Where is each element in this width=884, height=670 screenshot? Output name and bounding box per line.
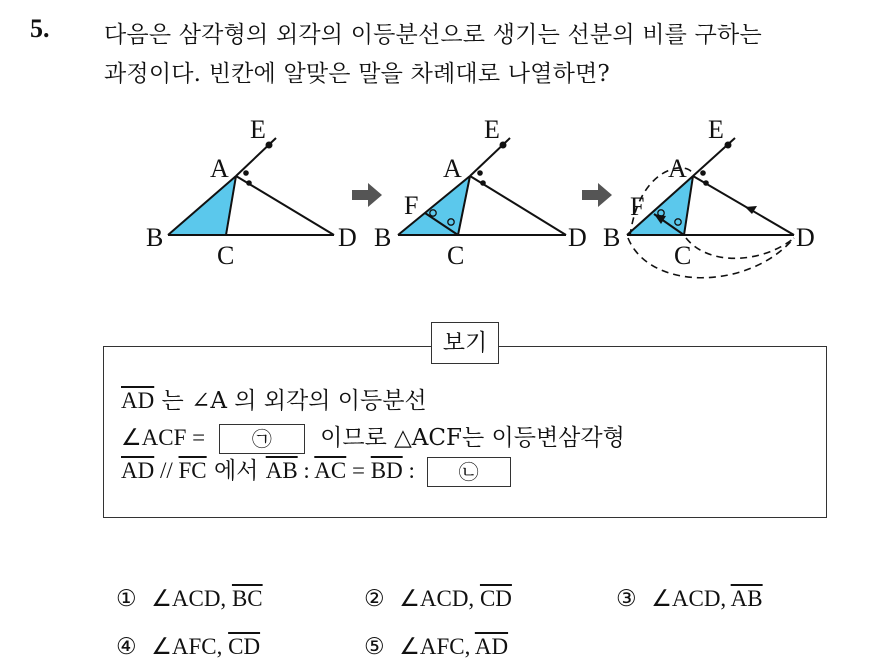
bogi-line-1	[121, 382, 427, 415]
label-a: A	[210, 154, 229, 183]
choice-angle: ∠AFC,	[151, 634, 229, 659]
choice-number: ①	[116, 586, 137, 612]
blank-2: ㉡	[427, 457, 511, 487]
bogi-text: 에서	[206, 458, 266, 484]
segment-ac: $\overline{AC}$	[314, 458, 347, 483]
choice-segment: $\overline{AD}$	[474, 634, 509, 659]
choice-angle: ∠ACD,	[399, 586, 480, 611]
question-text-line1: 다음은 삼각형의 외각의 이등분선으로 생기는 선분의 비를 구하는	[104, 22, 762, 48]
arrow-right-icon	[352, 183, 382, 207]
choice-angle: ∠ACD,	[651, 586, 731, 611]
question-number: 5.	[30, 14, 50, 43]
label-a: A	[443, 154, 462, 183]
segment-ab: $\overline{AB}$	[265, 458, 298, 483]
arrow-right-icon	[582, 183, 612, 207]
segment-bd: $\overline{BD}$	[370, 458, 403, 483]
question-text-line2: 과정이다. 빈칸에 알맞은 말을 차례대로 나열하면?	[104, 61, 610, 87]
label-d: D	[796, 223, 815, 252]
label-a: A	[668, 154, 687, 183]
label-d: D	[338, 223, 357, 252]
ratio-symbol: :	[297, 458, 315, 483]
bogi-text: 는 ∠A 의 외각의 이등분선	[154, 388, 427, 414]
choice-2[interactable]	[364, 586, 512, 612]
choice-angle: ∠AFC,	[399, 634, 475, 659]
bogi-line-3	[121, 452, 511, 487]
choice-5[interactable]	[364, 634, 508, 660]
choice-number: ④	[116, 634, 137, 660]
segment-ad: $\overline{AD}$	[121, 388, 155, 413]
label-b: B	[603, 223, 621, 252]
choice-segment: $\overline{CD}$	[479, 586, 512, 611]
figure-3	[603, 115, 815, 278]
label-d: D	[568, 223, 587, 252]
choice-number: ⑤	[364, 634, 385, 660]
choice-1[interactable]	[116, 586, 263, 612]
label-b: B	[374, 223, 392, 252]
choice-3[interactable]	[616, 586, 763, 612]
label-f: F	[404, 191, 419, 220]
label-e: E	[250, 115, 266, 144]
choice-number: ③	[616, 586, 637, 612]
bogi-text: 이므로 △ACF는 이등변삼각형	[312, 425, 625, 451]
label-c: C	[674, 241, 692, 270]
segment-ad: $\overline{AD}$	[121, 458, 155, 483]
choice-angle: ∠ACD,	[151, 586, 232, 611]
bogi-title: 보기	[431, 322, 499, 364]
parallel-symbol: //	[154, 458, 179, 483]
figure-2	[374, 115, 587, 270]
label-f: F	[630, 192, 645, 221]
choice-4[interactable]	[116, 634, 260, 660]
label-c: C	[447, 241, 465, 270]
label-c: C	[217, 241, 235, 270]
figure-1	[146, 115, 357, 270]
choice-segment: $\overline{BC}$	[231, 586, 263, 611]
choice-segment: $\overline{AB}$	[730, 586, 763, 611]
label-e: E	[484, 115, 500, 144]
bogi-line-2	[121, 419, 625, 454]
label-b: B	[146, 223, 164, 252]
segment-fc: $\overline{FC}$	[178, 458, 207, 483]
label-e: E	[708, 115, 724, 144]
equals-symbol: =	[346, 458, 371, 483]
ratio-symbol: :	[402, 458, 421, 483]
triangle-figures	[0, 0, 884, 300]
choice-number: ②	[364, 586, 385, 612]
bogi-text: ∠ACF =	[121, 425, 211, 450]
choice-segment: $\overline{CD}$	[228, 634, 261, 659]
blank-1: ㉠	[219, 424, 305, 454]
